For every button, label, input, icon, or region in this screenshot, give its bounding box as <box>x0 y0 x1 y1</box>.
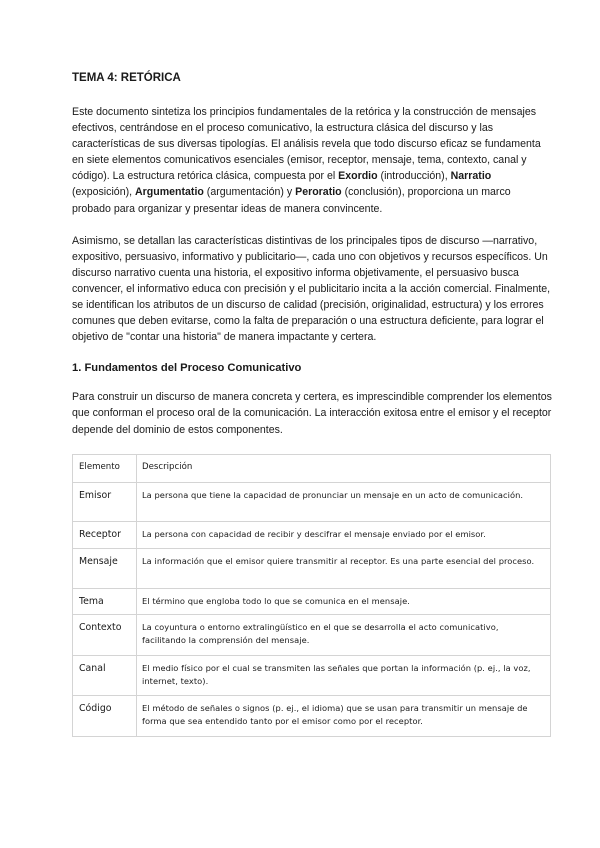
table-row <box>73 614 551 655</box>
table-header-row <box>73 454 551 482</box>
table-row <box>73 695 551 736</box>
intro1-text-2: (introducción), <box>377 170 451 183</box>
row-term: Tema <box>73 588 137 614</box>
row-description: La información que el emisor quiere transmitir al receptor. Es una parte esencial del proceso. <box>137 548 551 588</box>
document-title: TEMA 4: RETÓRICA <box>72 72 181 84</box>
table-row <box>73 655 551 695</box>
table-row <box>73 482 551 521</box>
section-1-body: Para construir un discurso de manera concreta y certera, es imprescindible comprender los elementos que conforman el proceso oral de la comunicación. La interacción exitosa entre el emisor y el receptor depende del dominio de estos componentes. <box>72 391 552 436</box>
intro1-text-4: (argumentación) y <box>203 186 296 199</box>
row-term: Código <box>73 695 137 736</box>
table-row <box>73 548 551 588</box>
term-argumentatio: Argumentatio <box>135 186 204 199</box>
row-description: La coyuntura o entorno extralingüístico en el que se desarrolla el acto comunicativo, facilitando la comprensión del mensaje. <box>137 614 551 655</box>
intro-paragraph-2: Asimismo, se detallan las características distintivas de los principales tipos de discurso —narrativo, expositivo, persuasivo, informativo y publicitario—, cada uno con objetivos y recursos específicos. Un discurso narrativo cuenta una historia, el expositivo informa objetivamente, el persuasivo busca convencer, el informativo educa con precisión y el publicitario incita a la acción comercial. Finalmente, se identifican los atributos de un discurso de calidad (precisión, originalidad, estructura) y los errores comunes que deben evitarse, como la falta de preparación o una estructura deficiente, para lograr el objetivo de "contar una historia" de manera impactante y certera. <box>72 234 551 344</box>
row-term: Receptor <box>73 521 137 548</box>
row-description: La persona que tiene la capacidad de pronunciar un mensaje en un acto de comunicación. <box>137 482 551 521</box>
row-term: Canal <box>73 655 137 695</box>
row-term: Emisor <box>73 482 137 521</box>
column-header-elemento: Elemento <box>73 454 137 482</box>
row-description: La persona con capacidad de recibir y descifrar el mensaje enviado por el emisor. <box>137 521 551 548</box>
term-exordio: Exordio <box>338 170 378 183</box>
row-term: Contexto <box>73 614 137 655</box>
table-row <box>73 521 551 548</box>
row-term: Mensaje <box>73 548 137 588</box>
row-description: El método de señales o signos (p. ej., el idioma) que se usan para transmitir un mensaje de forma que sea entendido tanto por el emisor como por el receptor. <box>137 695 551 736</box>
intro1-text-1: Este documento sintetiza los principios fundamentales de la retórica y la construcción de mensajes efectivos, centrándose en el proceso comunicativo, la estructura clásica del discurso y las características de sus diversas tipologías. El análisis revela que todo discurso eficaz se fundamenta en siete elementos comunicativos esenciales (emisor, receptor, mensaje, tema, contexto, canal y código). La estructura retórica clásica, compuesta por el <box>72 106 541 183</box>
column-header-descripcion: Descripción <box>137 454 551 482</box>
document-page <box>72 71 552 737</box>
intro1-text-3: (exposición), <box>72 186 135 199</box>
term-narratio: Narratio <box>450 170 492 183</box>
intro-paragraph-1 <box>72 104 552 217</box>
section-1-heading: 1. Fundamentos del Proceso Comunicativo <box>72 362 302 375</box>
communication-elements-table <box>72 454 551 737</box>
row-description: El término que engloba todo lo que se comunica en el mensaje. <box>137 588 551 614</box>
table-row <box>73 588 551 614</box>
row-description: El medio físico por el cual se transmiten las señales que portan la información (p. ej., la voz, internet, texto). <box>137 655 551 695</box>
intro1-text-5: (conclusión), proporciona un marco probado para organizar y presentar ideas de manera convincente. <box>72 186 511 215</box>
term-peroratio: Peroratio <box>295 186 342 199</box>
